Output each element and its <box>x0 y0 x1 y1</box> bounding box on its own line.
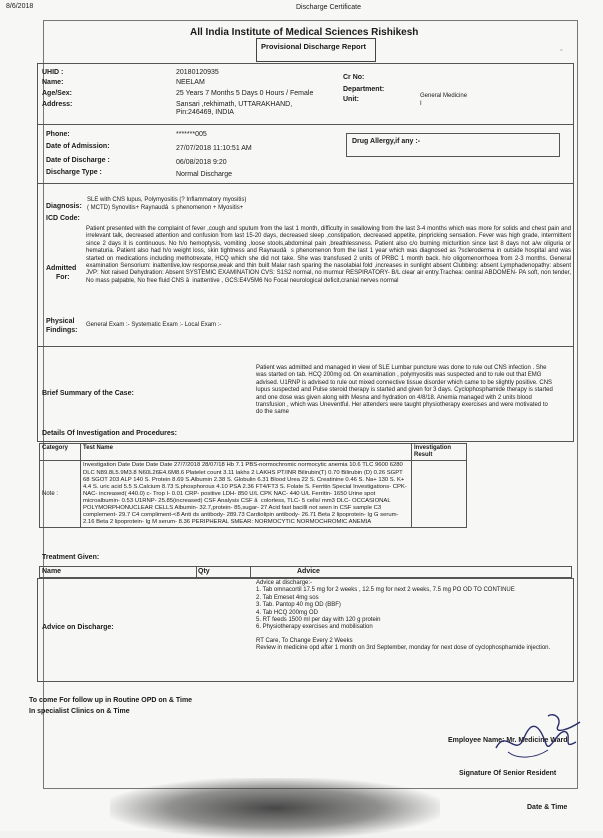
advice-line: RT Care, To Change Every 2 Weeks <box>256 637 353 644</box>
cr-label: Cr No: <box>343 74 365 81</box>
investigation-test-text: Investigation Date Date Date Date 27/7/2018 28/07/18 Hb 7.1 PBS-normochromic normocytic anemia 10.6 TLC 9600 6280 DLC N89.8L5.9M3.8 N60L26E4.6M8.6 Platelet count 3.11 lakhs 2 LAKHS PT/INR Bilirubin(T) 0.70 Bilirubin (D) 0.26 SGPT 68 SGOT 203 ALP 140 S. Protein 8.69 S.Albumin 2.38 S. Globulin 6.31 Blood Urea 22 S. Creatinine 0.46 S. Na+ 130 S. K+ 4.4 S. uric acid 5.5 S.Calcium 8.73 S.phosphorous 4.10 PSA 2.36 FT4/FT3 S. Folate S. Ferritin Special Investigations- CPK-NAC- increased( 440.0) c- Trop I- 0.01 CRP- positive LDH- 850 U/L CPK NAC- 440 U/L Ferritin- 1650 Urine spot microalbumin- 0.53 U1RNP- 25.85(increased) CSF Analysis CSF â colorless, TLC- 5 cells/ mm3 DLC- OCCASIONAL POLYMORPHONUCLEAR CELLS Albumin- 32.7,protein- 85,sugar- 27 Acid fast bacilli not seen in CSF sample C3 complement- 29.7 C4 compliment-<8 Anti ds antibody- 289.73 Cardiolipin antibody- 26.71 Beta 2 lipoprotein- Ig G serum- 2.16 Beta 2 lipoprotein- Ig M serum- 8.36 PERIPHERAL SMEAR: NORMOCYTIC NORMOCHROMIC ANEMIA <box>81 461 412 528</box>
column-test-name: Test Name <box>81 444 412 461</box>
drug-allergy-box <box>346 133 560 157</box>
signature-label: Signature Of Senior Resident <box>459 770 557 777</box>
print-page-title: Discharge Certificate <box>296 4 361 11</box>
column-result: Investigation Result <box>412 444 467 461</box>
advice-line: Advice at discharge:- <box>256 580 313 586</box>
date-time-label: Date & Time <box>527 804 568 811</box>
advice-line: 6. Physiotherapy exercises and mobilisation <box>256 624 373 631</box>
follow-up-specialist: In specialist Clinics on & Time <box>29 708 130 715</box>
investigation-result <box>412 461 467 528</box>
advice-line: 2. Tab Emeset 4mg sos <box>256 594 319 601</box>
uhid-value: 20180120935 <box>176 69 219 76</box>
unit-value: I <box>420 101 422 107</box>
address-value: Sansari ,rekhimath, UTTARAKHAND, Pin:246469, INDIA <box>176 101 293 117</box>
name-value: NEELAM <box>176 79 205 86</box>
advice-line: 1. Tab omnacortil 17.5 mg for 2 weeks , 12.5 mg for next 2 weeks, 7.5 mg PO OD TO CONTINUE <box>256 587 515 594</box>
name-label: Name: <box>42 79 64 86</box>
advice-line: 4. Tab HCQ 200mg OD <box>256 609 318 616</box>
icd-code-label: ICD Code: <box>46 215 80 222</box>
investigation-table <box>39 443 467 528</box>
report-title-box <box>256 38 376 62</box>
treatment-heading: Treatment Given: <box>42 554 100 561</box>
address-label: Address: <box>42 101 73 108</box>
physical-findings-label-2: Findings: <box>46 327 78 334</box>
unit-label: Unit: <box>343 96 359 103</box>
diagnosis-line-2: ( MCTD) Synovitis+ Raynaudâ s phenomenon + Myositis+ <box>87 205 244 211</box>
print-date: 8/6/2018 <box>6 3 34 10</box>
advice-line: 3. Tab. Pantop 40 mg OD (BBF) <box>256 602 341 609</box>
discharge-type-value: Normal Discharge <box>176 171 233 178</box>
advice-label: Advice on Discharge: <box>42 624 114 631</box>
corner-icon: ▫ <box>560 47 563 54</box>
admission-value: 27/07/2018 11:10:51 AM <box>176 145 252 152</box>
investigation-category: Note : <box>40 461 81 528</box>
diagnosis-line-1: SLE with CNS lupus, Polymyositis (? Inflammatory myositis) <box>87 197 247 203</box>
department-label: Department: <box>343 86 385 93</box>
summary-text: Patient was admitted and managed in view of SLE Lumbar puncture was done to rule out CNS infection . She was started on tab. HCQ 200mg od. On examination , polymyositis was suspected and to rule out that EMG advised. U1RNP is advised to rule out mixed connective tissue disorder which came to be slightly positive. CNS lupus suspected and Pulse steroid therapy is started and given for 3 days. Cyclophosphamide therapy is started and one dose was given along with Mesna and hydration on 4/8/18. Anemia managed with 2 units blood transfusion , which was Uneventful. Her attenders were taught physiotherapy exercises and were motivated to do the same <box>256 365 553 416</box>
report-title: Provisional Discharge Report <box>261 42 367 51</box>
employee-name: Employee Name: Mr. Medicine Ward <box>448 737 568 744</box>
advice-line: Review in medicine opd after 1 month on 3rd September, monday for next dose of cyclophosphamide injection. <box>256 645 551 652</box>
investigations-heading: Details Of Investigation and Procedures: <box>42 430 177 437</box>
investigation-row <box>40 461 467 528</box>
phone-label: Phone: <box>46 131 70 138</box>
column-category: Category <box>40 444 81 461</box>
physical-findings-label-1: Physical <box>46 318 75 325</box>
treatment-column-name: Name <box>42 568 62 575</box>
age-label: Age/Sex: <box>42 90 72 97</box>
advice-line: 5. RT feeds 1500 ml per day with 120 g protein <box>256 617 381 624</box>
diagnosis-label: Diagnosis: <box>46 203 82 210</box>
department-value: General Medicine <box>420 93 468 99</box>
uhid-label: UHID : <box>42 69 64 76</box>
treatment-divider-2 <box>250 566 251 578</box>
signature-mark-icon <box>488 708 588 763</box>
admission-label: Date of Admission: <box>46 143 110 150</box>
drug-allergy-label: Drug Allergy,if any :- <box>352 138 421 145</box>
follow-up-routine: To come For follow up in Routine OPD on & Time <box>29 697 193 704</box>
investigation-header-row <box>40 444 467 461</box>
discharge-date-value: 06/08/2018 9:20 <box>176 159 227 166</box>
admitted-for-text: Patient presented with the complaint of fever ,cough and sputum from the last 1 month, difficulty in swallowing from the last 3-4 months which was more for solids and chest pain and irrelevant talk, decreased attention and confusion from last 15-20 days, decreased sleep ,constipation, decreased appetite, pinpricking sensation. Fever was high grade, intermittent since 2 days it is continuous. No h/o hemoptysis, vomiting ,loose stools,abdominal pain ,breathlessness. Patient also c/o burning micturition since last 8 days not a/w oliguria or hematuria. Patient also had h/o weight loss, skin tightness and Raynaudâ s phenomenon from the last 1 year which was diagnosed as ?scleroderma in outside hospital and was started on medications including methotrexate, HCQ which she did not take. She was transfused 2 units of PRBC 1 month back. h/o oligomenorrhoea from 2-3 months. General examination Sensorium: inattentive,low response,weak and thin built Malar rash sparing the nasolabial fold ,increases in sunlight absent Clubbing: absent Lymphadenopathy: absent JVP: Not raised Dehydration: Absent SYSTEMIC EXAMINATION CVS: S1S2 normal, no murmur RESPIRATORY- B/L clear air entry.Trachea: central ABDOMEN- PA soft, non tender, No mass palpable, No free fluid CNS â inattentive , GCS:E4V5M6 No Focal neurological deficit,cranial nerves normal <box>86 226 571 284</box>
admitted-for-label-2: For: <box>56 274 70 281</box>
summary-label: Brief Summary of the Case: <box>42 390 134 397</box>
institute-name: All India Institute of Medical Sciences Rishikesh <box>190 27 419 38</box>
admitted-for-label-1: Admitted <box>46 265 77 272</box>
treatment-column-qty: Qty <box>198 568 210 575</box>
photo-shadow <box>110 778 440 838</box>
age-value: 25 Years 7 Months 5 Days 0 Hours / Female <box>176 90 314 97</box>
physical-findings-text: General Exam :- Systematic Exam :- Local Exam :- <box>86 322 222 328</box>
treatment-divider-1 <box>196 566 197 578</box>
phone-value: *******005 <box>176 131 207 138</box>
advice-list <box>256 580 556 653</box>
treatment-column-advice: Advice <box>297 568 320 575</box>
discharge-date-label: Date of Discharge : <box>46 157 110 164</box>
discharge-type-label: Discharge Type : <box>46 169 102 176</box>
